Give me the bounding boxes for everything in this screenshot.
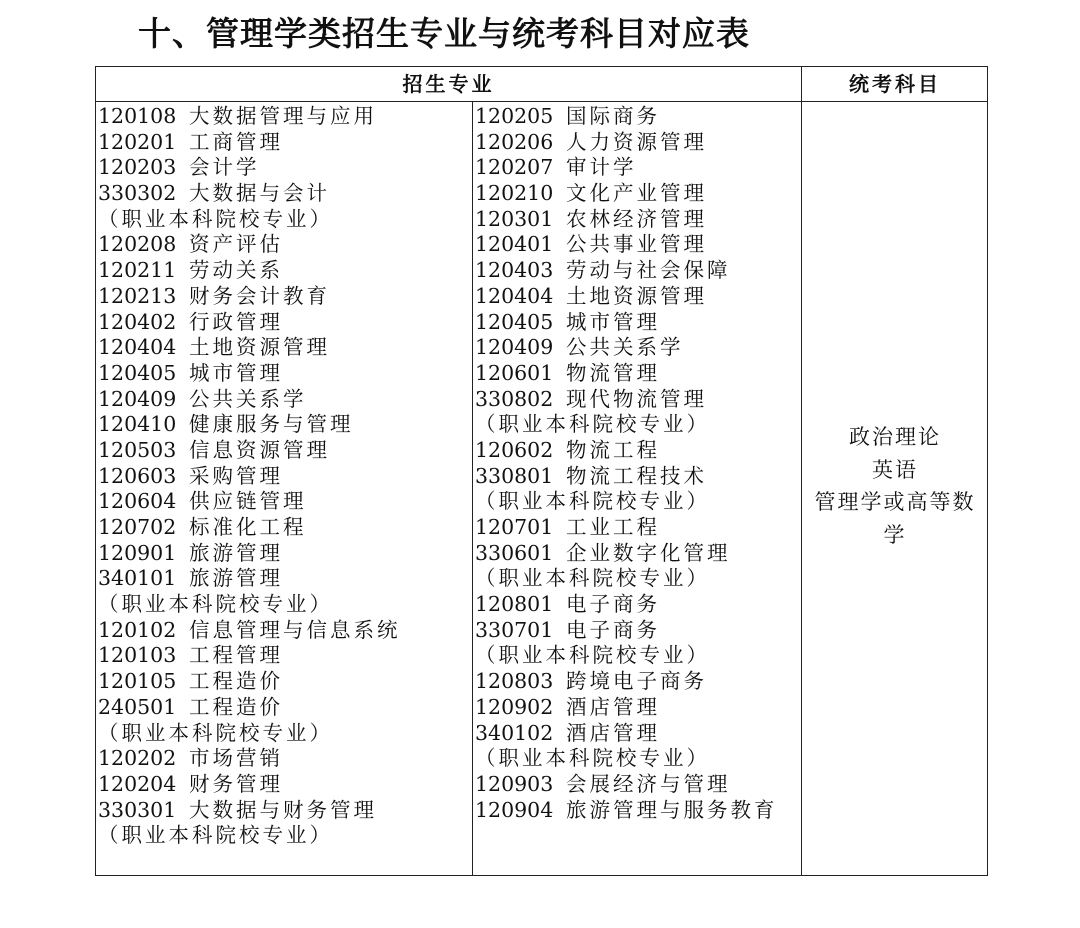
- column-divider-majors: [472, 102, 473, 875]
- major-code: 120409: [475, 335, 554, 360]
- major-code: 120405: [475, 309, 554, 334]
- major-note: （职业本科院校专业）: [98, 823, 333, 848]
- major-code: 120401: [475, 232, 554, 257]
- major-name: 供应链管理: [189, 489, 307, 514]
- major-code: 120213: [98, 283, 177, 308]
- major-code: 330701: [475, 617, 554, 642]
- major-row: [475, 361, 778, 387]
- major-name: 现代物流管理: [566, 386, 707, 411]
- major-code: 120207: [475, 155, 554, 180]
- major-code: 120402: [98, 309, 177, 334]
- major-name: 电子商务: [566, 592, 660, 617]
- major-name: 公共事业管理: [566, 232, 707, 257]
- major-row: [98, 310, 401, 336]
- major-row: [475, 618, 778, 644]
- major-name: 企业数字化管理: [566, 540, 731, 565]
- major-code: 120103: [98, 643, 177, 668]
- header-majors: 招生专业: [402, 72, 495, 96]
- major-code: 120206: [475, 129, 554, 154]
- major-name: 工程管理: [189, 643, 283, 668]
- major-name: 信息管理与信息系统: [189, 617, 401, 642]
- major-row: [98, 104, 401, 130]
- major-row: [475, 643, 778, 669]
- major-code: 120903: [475, 771, 554, 796]
- major-name: 大数据管理与应用: [189, 104, 377, 128]
- major-code: 330802: [475, 386, 554, 411]
- major-row: [475, 746, 778, 772]
- major-name: 文化产业管理: [566, 181, 707, 206]
- major-code: 120403: [475, 258, 554, 283]
- major-name: 工程造价: [189, 669, 283, 694]
- major-name: 标准化工程: [189, 515, 307, 539]
- major-name: 物流工程技术: [566, 463, 707, 488]
- major-note: （职业本科院校专业）: [475, 412, 710, 437]
- major-code: 120702: [98, 515, 177, 539]
- major-code: 120604: [98, 489, 177, 514]
- major-row: [98, 207, 401, 233]
- major-code: 120108: [98, 104, 177, 128]
- major-name: 资产评估: [189, 232, 283, 257]
- major-row: [475, 669, 778, 695]
- major-row: [98, 438, 401, 464]
- major-row: [98, 335, 401, 361]
- major-code: 120211: [98, 258, 177, 283]
- major-name: 跨境电子商务: [566, 669, 707, 694]
- major-row: [475, 181, 778, 207]
- majors-list-left: [98, 104, 401, 849]
- major-note: （职业本科院校专业）: [98, 720, 333, 745]
- major-name: 行政管理: [189, 309, 283, 334]
- major-note: （职业本科院校专业）: [98, 206, 333, 231]
- major-name: 工业工程: [566, 515, 660, 539]
- major-row: [475, 232, 778, 258]
- major-code: 120603: [98, 463, 177, 488]
- major-row: [98, 361, 401, 387]
- major-code: 340102: [475, 720, 554, 745]
- major-note: （职业本科院校专业）: [475, 746, 710, 771]
- major-row: [475, 387, 778, 413]
- major-row: [98, 643, 401, 669]
- major-row: [98, 130, 401, 156]
- major-name: 健康服务与管理: [189, 412, 354, 437]
- major-row: [475, 772, 778, 798]
- major-code: 120701: [475, 515, 554, 539]
- major-code: 120803: [475, 669, 554, 694]
- major-row: [98, 566, 401, 592]
- major-name: 酒店管理: [566, 720, 660, 745]
- major-code: 120904: [475, 797, 554, 822]
- major-name: 电子商务: [566, 617, 660, 642]
- major-row: [98, 489, 401, 515]
- major-row: [475, 335, 778, 361]
- major-row: [98, 155, 401, 181]
- major-name: 采购管理: [189, 463, 283, 488]
- major-row: [98, 464, 401, 490]
- major-row: [475, 695, 778, 721]
- major-row: [475, 207, 778, 233]
- major-row: [98, 618, 401, 644]
- major-row: [475, 155, 778, 181]
- major-name: 工程造价: [189, 694, 283, 719]
- major-row: [98, 284, 401, 310]
- major-row: [475, 310, 778, 336]
- major-name: 土地资源管理: [189, 335, 330, 360]
- majors-list-right: [475, 104, 778, 823]
- major-code: 120301: [475, 206, 554, 231]
- major-code: 120602: [475, 437, 554, 462]
- major-name: 国际商务: [566, 104, 660, 128]
- major-name: 大数据与会计: [189, 181, 330, 206]
- major-row: [475, 412, 778, 438]
- major-note: （职业本科院校专业）: [475, 643, 710, 668]
- major-code: 330801: [475, 463, 554, 488]
- major-code: 240501: [98, 694, 177, 719]
- major-code: 120102: [98, 617, 177, 642]
- major-name: 物流管理: [566, 360, 660, 385]
- major-code: 120204: [98, 771, 177, 796]
- major-name: 工商管理: [189, 129, 283, 154]
- exam-subjects-cell: [802, 421, 988, 551]
- major-name: 会计学: [189, 155, 260, 180]
- exam-subject: 管理学或高等数学: [814, 490, 976, 547]
- major-row: [475, 566, 778, 592]
- major-name: 城市管理: [566, 309, 660, 334]
- major-code: 120405: [98, 360, 177, 385]
- major-name: 财务会计教育: [189, 283, 330, 308]
- major-row: [98, 515, 401, 541]
- major-row: [475, 798, 778, 824]
- major-code: 120503: [98, 437, 177, 462]
- major-row: [98, 695, 401, 721]
- header-divider: [96, 101, 987, 102]
- major-code: 330302: [98, 181, 177, 206]
- major-name: 城市管理: [189, 360, 283, 385]
- major-row: [98, 823, 401, 849]
- major-name: 劳动与社会保障: [566, 258, 731, 283]
- major-name: 大数据与财务管理: [189, 797, 377, 822]
- major-row: [98, 541, 401, 567]
- exam-subject: 政治理论: [849, 425, 941, 449]
- major-name: 农林经济管理: [566, 206, 707, 231]
- major-row: [475, 592, 778, 618]
- major-code: 120404: [475, 283, 554, 308]
- exam-subject: 英语: [872, 457, 918, 482]
- page-title: 十、管理学类招生专业与统考科目对应表: [138, 14, 750, 53]
- major-note: （职业本科院校专业）: [98, 592, 333, 617]
- major-name: 土地资源管理: [566, 283, 707, 308]
- major-code: 120201: [98, 129, 177, 154]
- major-name: 会展经济与管理: [566, 771, 731, 796]
- major-code: 120404: [98, 335, 177, 360]
- major-name: 劳动关系: [189, 258, 283, 283]
- major-row: [98, 798, 401, 824]
- major-name: 审计学: [566, 155, 637, 180]
- major-row: [98, 232, 401, 258]
- major-name: 财务管理: [189, 771, 283, 796]
- major-code: 120210: [475, 181, 554, 206]
- major-row: [475, 284, 778, 310]
- major-name: 旅游管理: [189, 566, 283, 591]
- major-row: [475, 464, 778, 490]
- major-row: [475, 438, 778, 464]
- major-row: [98, 412, 401, 438]
- major-code: 330601: [475, 540, 554, 565]
- major-row: [475, 104, 778, 130]
- major-row: [98, 258, 401, 284]
- major-name: 酒店管理: [566, 694, 660, 719]
- major-row: [475, 515, 778, 541]
- major-row: [475, 489, 778, 515]
- major-code: 340101: [98, 566, 177, 591]
- major-row: [475, 721, 778, 747]
- major-code: 120901: [98, 540, 177, 565]
- major-name: 市场营销: [189, 746, 283, 771]
- major-row: [98, 721, 401, 747]
- major-name: 公共关系学: [189, 386, 307, 411]
- major-code: 120410: [98, 412, 177, 437]
- major-code: 120601: [475, 360, 554, 385]
- major-code: 120205: [475, 104, 554, 128]
- major-code: 120202: [98, 746, 177, 771]
- major-row: [98, 746, 401, 772]
- major-code: 120105: [98, 669, 177, 694]
- major-code: 120203: [98, 155, 177, 180]
- major-row: [98, 181, 401, 207]
- major-name: 旅游管理与服务教育: [566, 797, 778, 822]
- major-code: 120801: [475, 592, 554, 617]
- major-row: [475, 541, 778, 567]
- major-row: [98, 387, 401, 413]
- majors-subjects-table: [95, 66, 988, 876]
- major-name: 旅游管理: [189, 540, 283, 565]
- major-note: （职业本科院校专业）: [475, 489, 710, 514]
- major-code: 120409: [98, 386, 177, 411]
- header-subjects: 统考科目: [849, 72, 941, 96]
- major-row: [98, 592, 401, 618]
- major-row: [98, 669, 401, 695]
- major-row: [98, 772, 401, 798]
- major-name: 公共关系学: [566, 335, 684, 360]
- major-code: 120208: [98, 232, 177, 257]
- major-name: 物流工程: [566, 437, 660, 462]
- major-name: 人力资源管理: [566, 129, 707, 154]
- major-note: （职业本科院校专业）: [475, 566, 710, 591]
- major-row: [475, 258, 778, 284]
- major-row: [475, 130, 778, 156]
- major-code: 120902: [475, 694, 554, 719]
- major-code: 330301: [98, 797, 177, 822]
- major-name: 信息资源管理: [189, 437, 330, 462]
